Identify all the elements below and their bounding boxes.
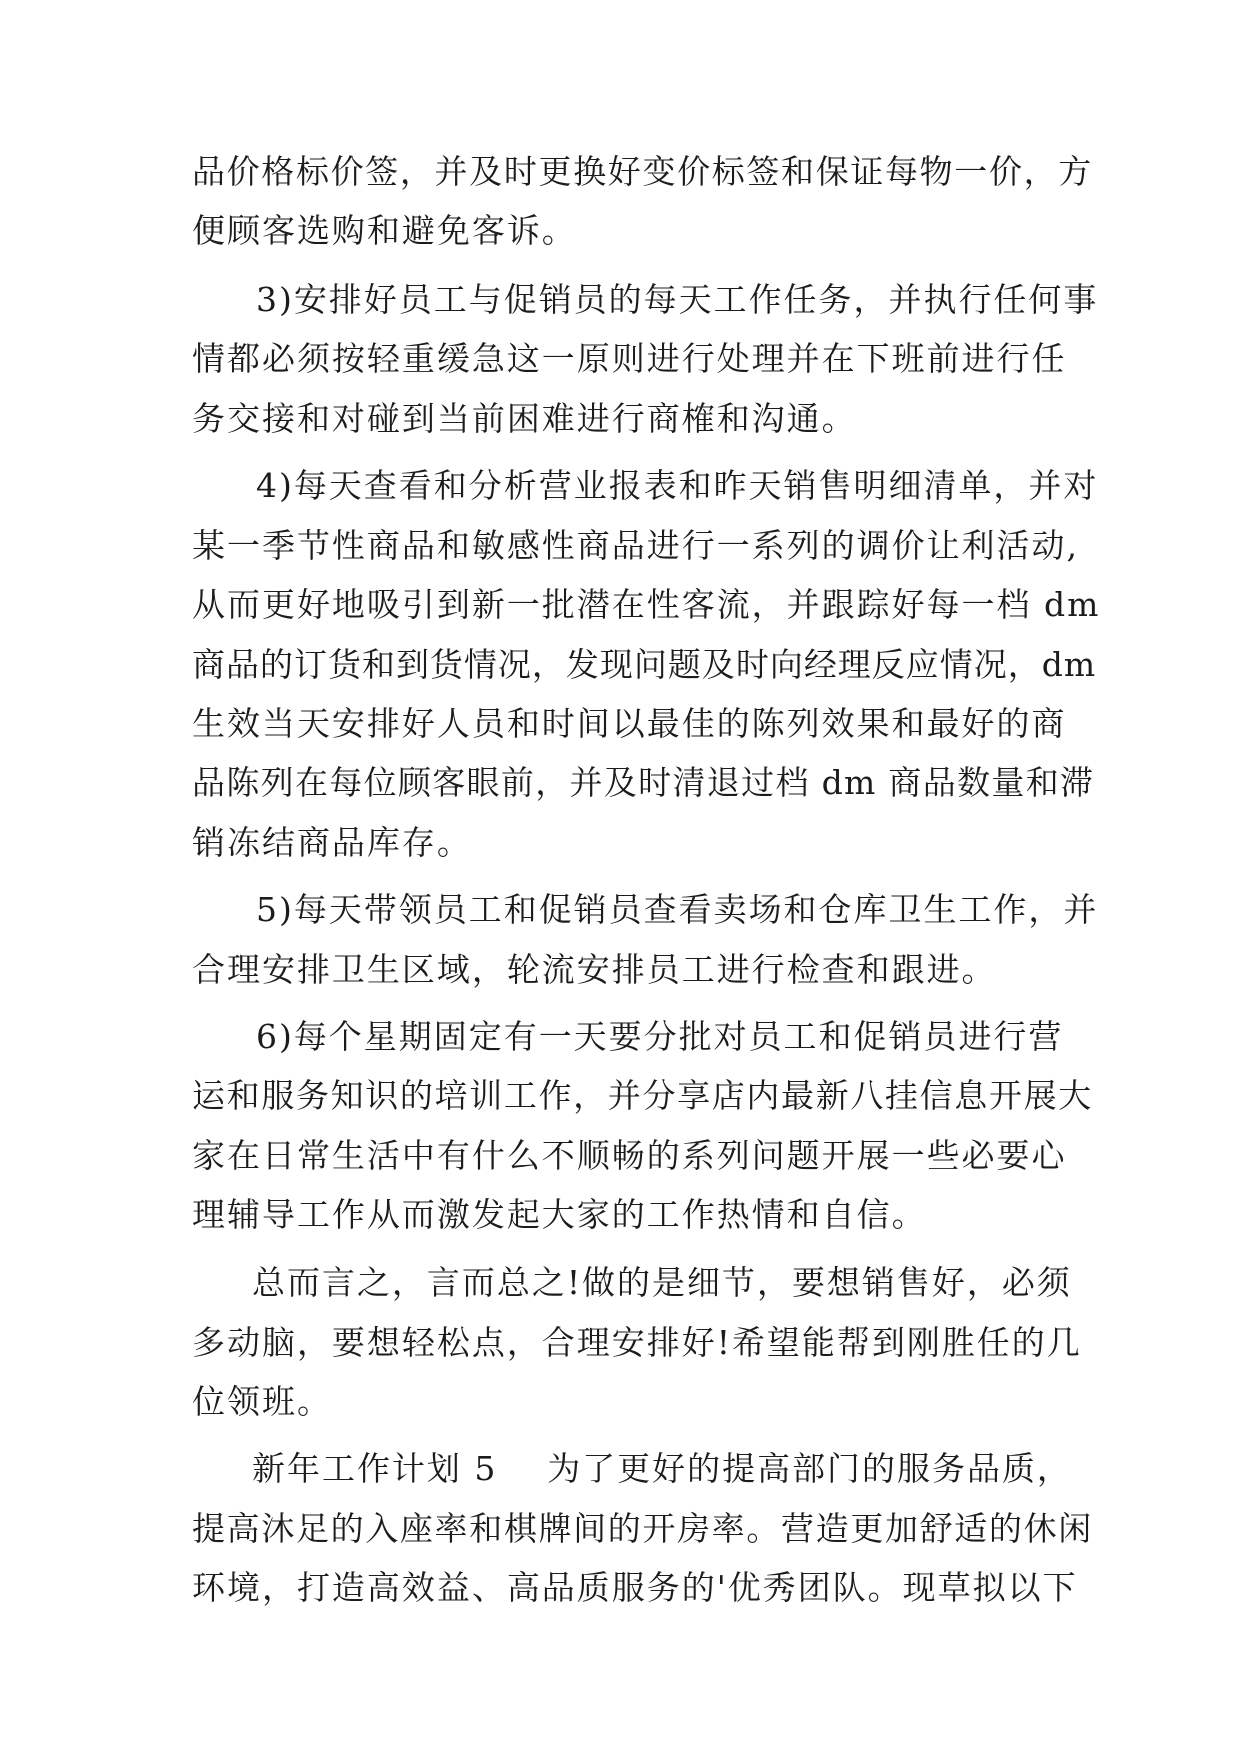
text-line: 总而言之，言而总之!做的是细节，要想销售好，必须 — [252, 1263, 1072, 1302]
text-line: 商品的订货和到货情况，发现问题及时向经理反应情况，dm — [192, 645, 1097, 684]
text-line: 家在日常生活中有什么不顺畅的系列问题开展一些必要心 — [192, 1136, 1067, 1175]
text-line: 品价格标价签，并及时更换好变价标签和保证每物一价，方 — [192, 152, 1093, 191]
text-line: 务交接和对碰到当前困难进行商榷和沟通。 — [192, 399, 857, 438]
text-line: 位领班。 — [192, 1382, 332, 1421]
text-line: 4)每天查看和分析营业报表和昨天销售明细清单，并对 — [256, 466, 1099, 505]
text-line: 新年工作计划 5 为了更好的提高部门的服务品质， — [252, 1449, 1072, 1488]
text-line: 品陈列在每位顾客眼前，并及时清退过档 dm 商品数量和滞 — [192, 763, 1095, 802]
text-line: 销冻结商品库存。 — [192, 823, 472, 862]
text-line: 生效当天安排好人员和时间以最佳的陈列效果和最好的商 — [192, 704, 1067, 743]
text-line: 6)每个星期固定有一天要分批对员工和促销员进行营 — [256, 1017, 1064, 1056]
text-line: 合理安排卫生区域，轮流安排员工进行检查和跟进。 — [192, 950, 997, 989]
text-line: 5)每天带领员工和促销员查看卖场和仓库卫生工作，并 — [256, 890, 1099, 929]
text-line: 某一季节性商品和敏感性商品进行一系列的调价让利活动, — [192, 526, 1079, 565]
text-line: 3)安排好员工与促销员的每天工作任务，并执行任何事 — [256, 280, 1099, 319]
text-line: 情都必须按轻重缓急这一原则进行处理并在下班前进行任 — [192, 339, 1067, 378]
text-line: 多动脑，要想轻松点，合理安排好!希望能帮到刚胜任的几 — [192, 1323, 1082, 1362]
text-line: 运和服务知识的培训工作，并分享店内最新八挂信息开展大 — [192, 1076, 1093, 1115]
text-line: 提高沐足的入座率和棋牌间的开房率。营造更加舒适的休闲 — [192, 1509, 1093, 1548]
text-line: 环境，打造高效益、高品质服务的'优秀团队。现草拟以下 — [192, 1568, 1078, 1607]
text-line: 便顾客选购和避免客诉。 — [192, 211, 577, 250]
text-line: 从而更好地吸引到新一批潜在性客流，并跟踪好每一档 dm — [192, 585, 1101, 624]
text-line: 理辅导工作从而激发起大家的工作热情和自信。 — [192, 1195, 927, 1234]
